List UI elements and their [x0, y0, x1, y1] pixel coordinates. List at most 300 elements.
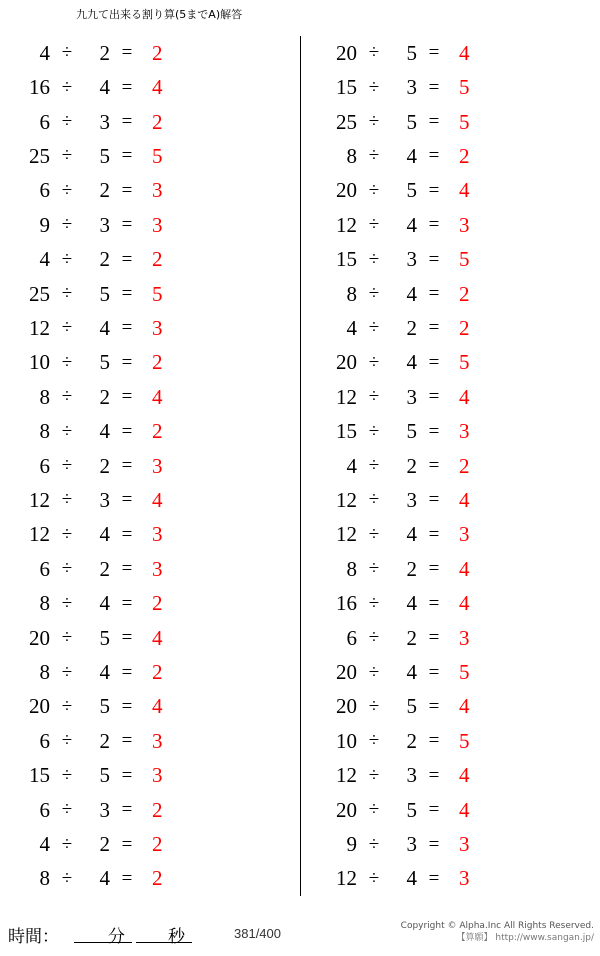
problem-row	[10, 105, 300, 139]
problem-row	[10, 621, 300, 655]
divisor: 5	[406, 419, 417, 444]
answer-value: 2	[459, 281, 470, 306]
equals-icon: =	[428, 283, 440, 305]
answer-value: 5	[459, 728, 470, 753]
dividend: 20	[336, 350, 357, 375]
divisor: 4	[406, 350, 417, 375]
answer-value: 2	[152, 660, 163, 685]
problem-row	[10, 690, 300, 724]
answer-value: 2	[152, 866, 163, 891]
page-title: 九九て出来る割り算(5までA)解答	[76, 8, 243, 21]
answer-value: 3	[152, 178, 163, 203]
problem-row	[317, 70, 600, 104]
equals-icon: =	[428, 695, 440, 717]
equals-icon: =	[428, 248, 440, 270]
divisor: 2	[99, 556, 110, 581]
divide-icon: ÷	[368, 592, 380, 614]
dividend: 12	[336, 763, 357, 788]
divide-icon: ÷	[61, 179, 73, 201]
equals-icon: =	[121, 76, 133, 98]
left-column	[0, 36, 300, 896]
dividend: 6	[39, 178, 50, 203]
dividend: 12	[336, 212, 357, 237]
dividend: 8	[346, 556, 357, 581]
equals-icon: =	[428, 489, 440, 511]
problem-row	[317, 346, 600, 380]
problem-row	[317, 208, 600, 242]
divide-icon: ÷	[368, 799, 380, 821]
answer-value: 4	[152, 487, 163, 512]
dividend: 6	[39, 556, 50, 581]
problem-row	[317, 414, 600, 448]
answer-value: 2	[459, 453, 470, 478]
divisor: 2	[99, 728, 110, 753]
problem-row	[10, 70, 300, 104]
problem-row	[317, 174, 600, 208]
problem-row	[10, 655, 300, 689]
problem-row	[317, 552, 600, 586]
answer-value: 3	[152, 453, 163, 478]
divisor: 4	[406, 660, 417, 685]
dividend: 8	[39, 419, 50, 444]
problem-row	[317, 759, 600, 793]
divide-icon: ÷	[61, 867, 73, 889]
divisor: 3	[406, 75, 417, 100]
divide-icon: ÷	[368, 558, 380, 580]
dividend: 9	[39, 212, 50, 237]
divisor: 2	[99, 178, 110, 203]
dividend: 9	[346, 832, 357, 857]
answer-value: 4	[152, 694, 163, 719]
divisor: 4	[99, 315, 110, 340]
divide-icon: ÷	[368, 317, 380, 339]
divisor: 5	[99, 281, 110, 306]
equals-icon: =	[121, 558, 133, 580]
divisor: 4	[99, 660, 110, 685]
problem-row	[10, 139, 300, 173]
equals-icon: =	[428, 317, 440, 339]
copyright-block	[401, 920, 594, 944]
equals-icon: =	[121, 283, 133, 305]
divisor: 2	[99, 40, 110, 65]
dividend: 20	[336, 797, 357, 822]
divisor: 4	[406, 281, 417, 306]
divisor: 3	[99, 212, 110, 237]
dividend: 12	[336, 384, 357, 409]
divide-icon: ÷	[368, 76, 380, 98]
equals-icon: =	[428, 145, 440, 167]
divisor: 4	[406, 143, 417, 168]
equals-icon: =	[428, 523, 440, 545]
equals-icon: =	[428, 111, 440, 133]
dividend: 12	[336, 487, 357, 512]
divisor: 5	[99, 350, 110, 375]
answer-value: 2	[152, 832, 163, 857]
problem-row	[10, 449, 300, 483]
problem-row	[10, 414, 300, 448]
answer-value: 3	[459, 832, 470, 857]
answer-value: 4	[459, 487, 470, 512]
dividend: 15	[29, 763, 50, 788]
divisor: 4	[406, 212, 417, 237]
divisor: 2	[406, 728, 417, 753]
problem-row	[317, 449, 600, 483]
divide-icon: ÷	[61, 799, 73, 821]
answer-value: 3	[152, 556, 163, 581]
equals-icon: =	[121, 145, 133, 167]
answer-value: 2	[459, 315, 470, 340]
dividend: 4	[39, 247, 50, 272]
divisor: 5	[406, 40, 417, 65]
answer-value: 2	[152, 797, 163, 822]
dividend: 8	[39, 591, 50, 616]
answer-value: 2	[152, 247, 163, 272]
divide-icon: ÷	[368, 248, 380, 270]
problem-row	[317, 380, 600, 414]
equals-icon: =	[428, 386, 440, 408]
answer-value: 4	[152, 625, 163, 650]
divisor: 3	[406, 487, 417, 512]
problem-row	[317, 105, 600, 139]
problem-row	[10, 346, 300, 380]
dividend: 20	[29, 694, 50, 719]
answer-value: 2	[152, 109, 163, 134]
equals-icon: =	[428, 455, 440, 477]
equals-icon: =	[121, 730, 133, 752]
answer-value: 5	[459, 247, 470, 272]
divide-icon: ÷	[61, 489, 73, 511]
divisor: 5	[406, 178, 417, 203]
divisor: 2	[406, 453, 417, 478]
answer-value: 2	[459, 143, 470, 168]
problem-row	[317, 518, 600, 552]
divisor: 2	[99, 832, 110, 857]
dividend: 12	[29, 315, 50, 340]
divide-icon: ÷	[368, 523, 380, 545]
divide-icon: ÷	[61, 730, 73, 752]
equals-icon: =	[121, 179, 133, 201]
dividend: 4	[39, 832, 50, 857]
divide-icon: ÷	[61, 523, 73, 545]
problem-row	[317, 724, 600, 758]
problem-row	[10, 483, 300, 517]
problem-row	[10, 862, 300, 896]
answer-value: 3	[459, 212, 470, 237]
divide-icon: ÷	[61, 592, 73, 614]
right-column	[300, 36, 600, 896]
equals-icon: =	[121, 489, 133, 511]
answer-value: 3	[152, 315, 163, 340]
problems-area	[0, 36, 600, 896]
divide-icon: ÷	[368, 111, 380, 133]
dividend: 20	[336, 694, 357, 719]
divide-icon: ÷	[368, 179, 380, 201]
dividend: 20	[336, 178, 357, 203]
dividend: 20	[336, 660, 357, 685]
dividend: 25	[336, 109, 357, 134]
divide-icon: ÷	[61, 386, 73, 408]
equals-icon: =	[121, 764, 133, 786]
dividend: 20	[336, 40, 357, 65]
divide-icon: ÷	[368, 283, 380, 305]
page-footer	[0, 912, 600, 956]
equals-icon: =	[428, 592, 440, 614]
equals-icon: =	[428, 558, 440, 580]
problem-row	[317, 690, 600, 724]
equals-icon: =	[121, 351, 133, 373]
problem-row	[10, 587, 300, 621]
equals-icon: =	[121, 661, 133, 683]
problem-row	[10, 277, 300, 311]
divisor: 3	[99, 109, 110, 134]
answer-value: 4	[459, 384, 470, 409]
divisor: 5	[99, 694, 110, 719]
divide-icon: ÷	[61, 283, 73, 305]
time-label: 時間：	[8, 927, 59, 947]
page-number: 381/400	[234, 926, 281, 941]
dividend: 6	[39, 797, 50, 822]
answer-value: 3	[152, 522, 163, 547]
equals-icon: =	[121, 248, 133, 270]
divide-icon: ÷	[368, 145, 380, 167]
divisor: 5	[99, 143, 110, 168]
dividend: 8	[39, 384, 50, 409]
answer-value: 4	[459, 178, 470, 203]
answer-value: 5	[459, 75, 470, 100]
divide-icon: ÷	[61, 76, 73, 98]
dividend: 12	[29, 522, 50, 547]
answer-value: 5	[152, 143, 163, 168]
dividend: 12	[336, 866, 357, 891]
dividend: 8	[39, 660, 50, 685]
problem-row	[10, 311, 300, 345]
dividend: 20	[29, 625, 50, 650]
divide-icon: ÷	[368, 214, 380, 236]
divisor: 4	[406, 866, 417, 891]
divisor: 4	[99, 522, 110, 547]
equals-icon: =	[121, 455, 133, 477]
equals-icon: =	[428, 351, 440, 373]
answer-value: 2	[152, 40, 163, 65]
problem-row	[317, 36, 600, 70]
dividend: 12	[336, 522, 357, 547]
equals-icon: =	[121, 386, 133, 408]
divide-icon: ÷	[368, 627, 380, 649]
problem-row	[317, 621, 600, 655]
answer-value: 3	[152, 212, 163, 237]
copyright-line-1: Copyright © Alpha.Inc All Rights Reserved.	[400, 921, 594, 931]
problem-row	[317, 827, 600, 861]
divide-icon: ÷	[368, 661, 380, 683]
answer-value: 3	[459, 522, 470, 547]
divide-icon: ÷	[61, 214, 73, 236]
dividend: 4	[346, 315, 357, 340]
answer-value: 4	[459, 556, 470, 581]
dividend: 6	[346, 625, 357, 650]
seconds-unit-label: 秒	[168, 927, 185, 947]
equals-icon: =	[121, 317, 133, 339]
divide-icon: ÷	[61, 558, 73, 580]
answer-value: 4	[459, 40, 470, 65]
divide-icon: ÷	[61, 317, 73, 339]
problem-row	[317, 277, 600, 311]
dividend: 16	[336, 591, 357, 616]
dividend: 12	[29, 487, 50, 512]
divisor: 5	[99, 763, 110, 788]
equals-icon: =	[428, 833, 440, 855]
divisor: 3	[406, 247, 417, 272]
divide-icon: ÷	[368, 455, 380, 477]
answer-value: 3	[152, 763, 163, 788]
dividend: 8	[39, 866, 50, 891]
problem-row	[317, 139, 600, 173]
equals-icon: =	[121, 420, 133, 442]
dividend: 25	[29, 281, 50, 306]
divisor: 4	[99, 591, 110, 616]
answer-value: 4	[152, 384, 163, 409]
divisor: 2	[406, 556, 417, 581]
equals-icon: =	[121, 695, 133, 717]
dividend: 10	[336, 728, 357, 753]
answer-value: 2	[152, 591, 163, 616]
problem-row	[10, 793, 300, 827]
divide-icon: ÷	[368, 833, 380, 855]
problem-row	[10, 759, 300, 793]
problem-row	[10, 518, 300, 552]
equals-icon: =	[121, 111, 133, 133]
divide-icon: ÷	[368, 867, 380, 889]
divisor: 5	[406, 109, 417, 134]
divisor: 2	[406, 315, 417, 340]
dividend: 15	[336, 75, 357, 100]
problem-row	[10, 827, 300, 861]
divide-icon: ÷	[61, 627, 73, 649]
problem-row	[10, 552, 300, 586]
divisor: 2	[99, 384, 110, 409]
equals-icon: =	[121, 627, 133, 649]
problem-row	[317, 793, 600, 827]
divisor: 2	[99, 453, 110, 478]
divide-icon: ÷	[368, 351, 380, 373]
divide-icon: ÷	[61, 145, 73, 167]
answer-value: 3	[459, 625, 470, 650]
answer-value: 3	[152, 728, 163, 753]
divisor: 4	[406, 591, 417, 616]
equals-icon: =	[428, 179, 440, 201]
problem-row	[10, 208, 300, 242]
divisor: 4	[99, 419, 110, 444]
divisor: 3	[406, 832, 417, 857]
problem-row	[10, 242, 300, 276]
divide-icon: ÷	[61, 42, 73, 64]
divisor: 3	[99, 487, 110, 512]
divide-icon: ÷	[61, 833, 73, 855]
divisor: 2	[406, 625, 417, 650]
divisor: 2	[99, 247, 110, 272]
equals-icon: =	[428, 730, 440, 752]
divide-icon: ÷	[61, 351, 73, 373]
divisor: 3	[406, 384, 417, 409]
equals-icon: =	[428, 867, 440, 889]
problem-row	[10, 724, 300, 758]
equals-icon: =	[121, 867, 133, 889]
equals-icon: =	[428, 76, 440, 98]
dividend: 15	[336, 247, 357, 272]
answer-value: 5	[459, 660, 470, 685]
problem-row	[10, 174, 300, 208]
equals-icon: =	[428, 799, 440, 821]
divide-icon: ÷	[368, 42, 380, 64]
equals-icon: =	[121, 214, 133, 236]
dividend: 8	[346, 281, 357, 306]
dividend: 10	[29, 350, 50, 375]
problem-row	[317, 242, 600, 276]
divisor: 3	[406, 763, 417, 788]
equals-icon: =	[428, 627, 440, 649]
answer-value: 5	[459, 350, 470, 375]
divide-icon: ÷	[368, 764, 380, 786]
answer-value: 4	[459, 763, 470, 788]
divide-icon: ÷	[61, 248, 73, 270]
equals-icon: =	[121, 523, 133, 545]
divide-icon: ÷	[61, 111, 73, 133]
divide-icon: ÷	[368, 695, 380, 717]
divide-icon: ÷	[368, 730, 380, 752]
equals-icon: =	[121, 592, 133, 614]
dividend: 15	[336, 419, 357, 444]
problem-row	[317, 862, 600, 896]
equals-icon: =	[428, 214, 440, 236]
divisor: 4	[99, 866, 110, 891]
divide-icon: ÷	[368, 420, 380, 442]
divisor: 4	[99, 75, 110, 100]
dividend: 4	[39, 40, 50, 65]
divide-icon: ÷	[368, 489, 380, 511]
dividend: 6	[39, 109, 50, 134]
equals-icon: =	[428, 420, 440, 442]
divisor: 3	[99, 797, 110, 822]
equals-icon: =	[121, 42, 133, 64]
dividend: 6	[39, 453, 50, 478]
answer-value: 5	[459, 109, 470, 134]
divisor: 5	[406, 694, 417, 719]
answer-value: 4	[459, 694, 470, 719]
dividend: 25	[29, 143, 50, 168]
divisor: 4	[406, 522, 417, 547]
answer-value: 4	[459, 591, 470, 616]
minutes-unit-label: 分	[108, 927, 125, 947]
answer-value: 4	[152, 75, 163, 100]
divide-icon: ÷	[61, 661, 73, 683]
copyright-line-2: 【算願】 http://www.sangan.jp/	[456, 933, 594, 944]
divide-icon: ÷	[61, 420, 73, 442]
divide-icon: ÷	[61, 455, 73, 477]
equals-icon: =	[428, 661, 440, 683]
answer-value: 2	[152, 419, 163, 444]
dividend: 6	[39, 728, 50, 753]
problem-row	[317, 587, 600, 621]
dividend: 4	[346, 453, 357, 478]
answer-value: 5	[152, 281, 163, 306]
equals-icon: =	[121, 833, 133, 855]
answer-value: 4	[459, 797, 470, 822]
divide-icon: ÷	[61, 695, 73, 717]
answer-value: 3	[459, 419, 470, 444]
problem-row	[317, 311, 600, 345]
problem-row	[10, 36, 300, 70]
divisor: 5	[406, 797, 417, 822]
divide-icon: ÷	[368, 386, 380, 408]
